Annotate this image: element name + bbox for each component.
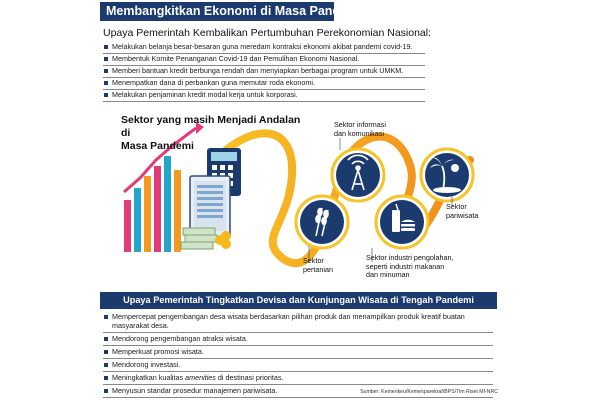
list-item: Menempatkan dana di perbankan guna memutar roda ekonomi. — [103, 78, 425, 90]
source-note: Sumber: Kemenkeu/Kemenparekraf/BPS/Tim Riset MI-NRC — [360, 389, 498, 395]
tourism-heading: Upaya Pemerintah Tingkatkan Devisa dan Kunjungan Wisata di Tengah Pandemi — [100, 292, 497, 309]
caption-tourism: Sektor pariwisata — [446, 202, 479, 220]
finance-illustration — [181, 148, 241, 249]
list-item: Memperkuat promosi wisata. — [103, 346, 493, 359]
sector-circle-tourism — [421, 149, 473, 201]
sector-circle-industry — [376, 196, 428, 248]
list-item: Mendorong pengembangan atraksi wisata. — [103, 333, 493, 346]
recovery-subtitle: Upaya Pemerintah Kembalikan Pertumbuhan Perekonomian Nasional: — [103, 27, 432, 39]
list-item: Menyusun standar prosedur manajemen pariwisata. — [103, 385, 493, 398]
caption-agriculture: Sektor pertanian — [303, 256, 333, 274]
list-item: Membentuk Komite Penanganan Covid-19 dan Pemulihan Ekonomi Nasional. — [103, 54, 425, 66]
tourism-list — [103, 311, 493, 398]
sectors-heading: Sektor yang masih Menjadi Andalan di Masa Pandemi — [121, 114, 301, 152]
list-item: Melakukan belanja besar-besaran guna meredam kontraksi ekonomi akibat pandemi covid-19. — [103, 42, 425, 54]
sector-circle-ict — [332, 149, 384, 201]
list-item: Mendorong investasi. — [103, 359, 493, 372]
sector-circle-agriculture — [296, 196, 348, 248]
list-item: Meningkatkan kualitas amenities di destinasi prioritas. — [103, 372, 493, 385]
list-item: Melakukan penjaminan kredit modal kerja untuk korporasi. — [103, 90, 425, 102]
caption-industry: Sektor industri pengolahan, seperti industri makanan dan minuman — [366, 253, 454, 279]
caption-ict: Sektor informasi dan komunikasi — [334, 120, 386, 138]
list-item: Mempercepat pengembangan desa wisata berdasarkan pilihan produk dan menampilkan produk kreatif buatan masyarakat desa. — [103, 311, 493, 333]
page-title: Membangkitkan Ekonomi di Masa Pandemi — [100, 2, 334, 21]
list-item: Memberi bantuan kredit berbunga rendah dan menyiapkan berbagai program untuk UMKM. — [103, 66, 425, 78]
